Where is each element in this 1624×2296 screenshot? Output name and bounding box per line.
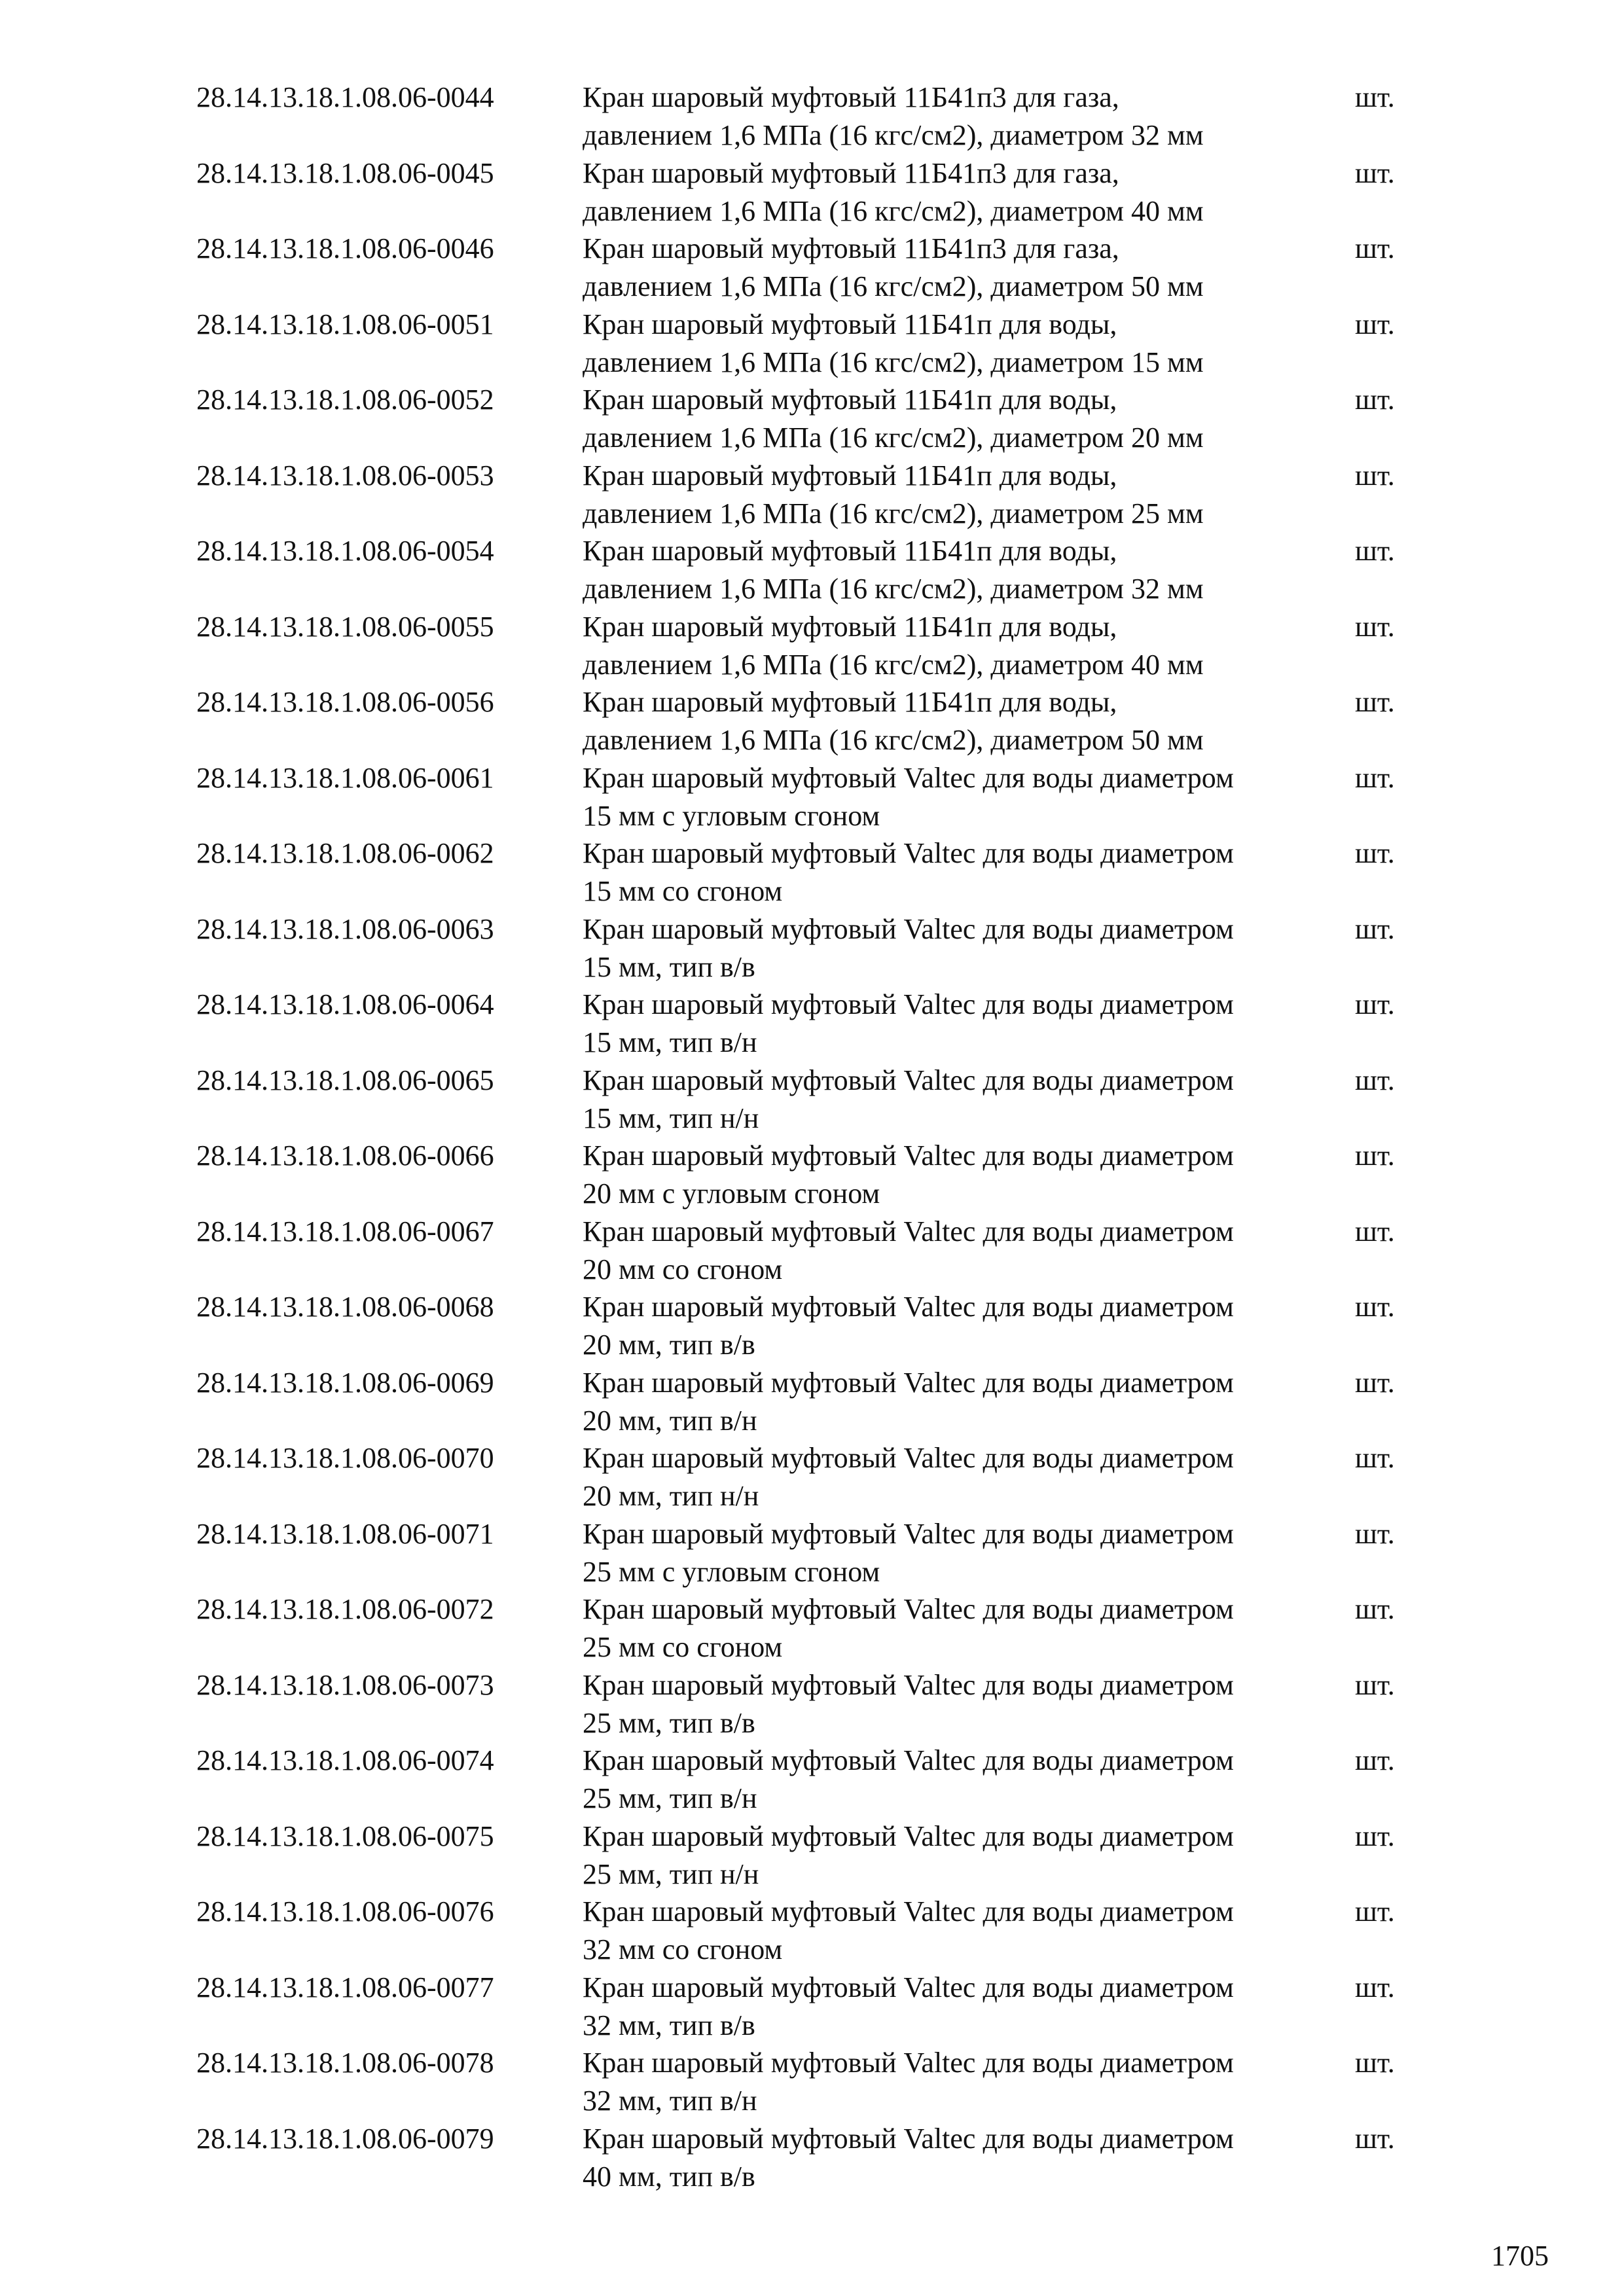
resource-description — [583, 1288, 1355, 1364]
resource-description — [583, 2120, 1355, 2196]
resource-code: 28.14.13.18.1.08.06-0073 — [196, 1668, 494, 1701]
description-line: Кран шаровый муфтовый Valtec для воды диаметром — [583, 2047, 1234, 2079]
resource-code: 28.14.13.18.1.08.06-0051 — [196, 308, 494, 340]
resource-description — [583, 1666, 1355, 1742]
resource-description — [583, 79, 1355, 154]
resource-code: 28.14.13.18.1.08.06-0061 — [196, 761, 494, 794]
description-line: давлением 1,6 МПа (16 кгс/см2), диаметром 32 мм — [583, 119, 1204, 151]
description-line: Кран шаровый муфтовый Valtec для воды диаметром — [583, 2122, 1234, 2155]
resource-code: 28.14.13.18.1.08.06-0075 — [196, 1820, 494, 1852]
resource-description — [583, 532, 1355, 608]
description-line: Кран шаровый муфтовый 11Б41п3 для газа, — [583, 81, 1119, 113]
resource-description — [583, 1062, 1355, 1138]
description-line: Кран шаровый муфтовый 11Б41п3 для газа, — [583, 232, 1119, 264]
unit-of-measure: шт. — [1355, 232, 1395, 264]
description-line: 25 мм, тип в/в — [583, 1706, 755, 1739]
list-item — [196, 1666, 1440, 1742]
resource-code: 28.14.13.18.1.08.06-0067 — [196, 1215, 494, 1247]
resource-description — [583, 683, 1355, 759]
resource-description — [583, 1590, 1355, 1666]
list-item — [196, 1062, 1440, 1138]
resource-list — [196, 79, 1440, 2195]
unit-of-measure: шт. — [1355, 308, 1395, 340]
description-line: Кран шаровый муфтовый Valtec для воды диаметром — [583, 1139, 1234, 1172]
description-line: Кран шаровый муфтовый Valtec для воды диаметром — [583, 1215, 1234, 1247]
unit-of-measure: шт. — [1355, 1064, 1395, 1096]
resource-code: 28.14.13.18.1.08.06-0066 — [196, 1139, 494, 1172]
unit-of-measure: шт. — [1355, 1895, 1395, 1928]
description-line: Кран шаровый муфтовый Valtec для воды диаметром — [583, 912, 1234, 945]
unit-of-measure: шт. — [1355, 384, 1395, 416]
resource-description — [583, 1742, 1355, 1818]
description-line: Кран шаровый муфтовый Valtec для воды диаметром — [583, 761, 1234, 794]
unit-of-measure: шт. — [1355, 1291, 1395, 1323]
unit-of-measure: шт. — [1355, 1820, 1395, 1852]
list-item — [196, 1590, 1440, 1666]
unit-of-measure: шт. — [1355, 761, 1395, 794]
list-item — [196, 1893, 1440, 1969]
unit-of-measure: шт. — [1355, 535, 1395, 567]
unit-of-measure: шт. — [1355, 81, 1395, 113]
list-item — [196, 1515, 1440, 1591]
list-item — [196, 457, 1440, 533]
unit-of-measure: шт. — [1355, 2047, 1395, 2079]
list-item — [196, 683, 1440, 759]
resource-code: 28.14.13.18.1.08.06-0052 — [196, 384, 494, 416]
description-line: 20 мм со сгоном — [583, 1253, 783, 1285]
description-line: Кран шаровый муфтовый 11Б41п для воды, — [583, 610, 1117, 643]
description-line: давлением 1,6 МПа (16 кгс/см2), диаметром 50 мм — [583, 724, 1204, 756]
resource-code: 28.14.13.18.1.08.06-0054 — [196, 535, 494, 567]
resource-code: 28.14.13.18.1.08.06-0076 — [196, 1895, 494, 1928]
list-item — [196, 306, 1440, 382]
description-line: 25 мм, тип в/н — [583, 1782, 757, 1814]
resource-description — [583, 608, 1355, 684]
list-item — [196, 910, 1440, 986]
description-line: 20 мм с угловым сгоном — [583, 1177, 880, 1210]
list-item — [196, 154, 1440, 230]
resource-code: 28.14.13.18.1.08.06-0071 — [196, 1517, 494, 1550]
resource-code: 28.14.13.18.1.08.06-0069 — [196, 1366, 494, 1399]
list-item — [196, 759, 1440, 835]
description-line: Кран шаровый муфтовый Valtec для воды диаметром — [583, 1291, 1234, 1323]
description-line: Кран шаровый муфтовый Valtec для воды диаметром — [583, 988, 1234, 1020]
resource-description — [583, 1969, 1355, 2045]
description-line: Кран шаровый муфтовый 11Б41п для воды, — [583, 535, 1117, 567]
description-line: 15 мм, тип в/н — [583, 1026, 757, 1058]
description-line: 15 мм со сгоном — [583, 875, 783, 907]
description-line: 20 мм, тип в/в — [583, 1329, 755, 1361]
resource-code: 28.14.13.18.1.08.06-0077 — [196, 1971, 494, 2003]
unit-of-measure: шт. — [1355, 1971, 1395, 2003]
list-item — [196, 1213, 1440, 1289]
resource-description — [583, 986, 1355, 1062]
resource-description — [583, 2044, 1355, 2120]
unit-of-measure: шт. — [1355, 1139, 1395, 1172]
resource-description — [583, 1893, 1355, 1969]
unit-of-measure: шт. — [1355, 459, 1395, 492]
resource-description — [583, 381, 1355, 457]
description-line: Кран шаровый муфтовый 11Б41п для воды, — [583, 459, 1117, 492]
resource-code: 28.14.13.18.1.08.06-0045 — [196, 156, 494, 189]
unit-of-measure: шт. — [1355, 1517, 1395, 1550]
description-line: 25 мм, тип н/н — [583, 1857, 759, 1890]
page-number: 1705 — [1491, 2240, 1549, 2272]
description-line: Кран шаровый муфтовый Valtec для воды диаметром — [583, 1442, 1234, 1474]
resource-description — [583, 230, 1355, 306]
resource-description — [583, 834, 1355, 910]
list-item — [196, 2044, 1440, 2120]
list-item — [196, 2120, 1440, 2196]
resource-description — [583, 1213, 1355, 1289]
resource-description — [583, 759, 1355, 835]
description-line: Кран шаровый муфтовый Valtec для воды диаметром — [583, 1064, 1234, 1096]
description-line: 20 мм, тип н/н — [583, 1480, 759, 1512]
description-line: Кран шаровый муфтовый 11Б41п для воды, — [583, 686, 1117, 718]
unit-of-measure: шт. — [1355, 1442, 1395, 1474]
description-line: Кран шаровый муфтовый 11Б41п3 для газа, — [583, 156, 1119, 189]
resource-description — [583, 154, 1355, 230]
description-line: Кран шаровый муфтовый Valtec для воды диаметром — [583, 1366, 1234, 1399]
list-item — [196, 608, 1440, 684]
description-line: Кран шаровый муфтовый Valtec для воды диаметром — [583, 1820, 1234, 1852]
resource-description — [583, 306, 1355, 382]
unit-of-measure: шт. — [1355, 1593, 1395, 1625]
unit-of-measure: шт. — [1355, 988, 1395, 1020]
description-line: 15 мм, тип н/н — [583, 1102, 759, 1134]
description-line: Кран шаровый муфтовый Valtec для воды диаметром — [583, 1895, 1234, 1928]
description-line: 25 мм с угловым сгоном — [583, 1555, 880, 1588]
list-item — [196, 230, 1440, 306]
description-line: давлением 1,6 МПа (16 кгс/см2), диаметром 50 мм — [583, 270, 1204, 302]
description-line: Кран шаровый муфтовый Valtec для воды диаметром — [583, 1668, 1234, 1701]
unit-of-measure: шт. — [1355, 156, 1395, 189]
description-line: Кран шаровый муфтовый Valtec для воды диаметром — [583, 1971, 1234, 2003]
unit-of-measure: шт. — [1355, 2122, 1395, 2155]
description-line: давлением 1,6 МПа (16 кгс/см2), диаметром 25 мм — [583, 497, 1204, 529]
list-item — [196, 1439, 1440, 1515]
resource-code: 28.14.13.18.1.08.06-0055 — [196, 610, 494, 643]
resource-code: 28.14.13.18.1.08.06-0070 — [196, 1442, 494, 1474]
resource-description — [583, 1439, 1355, 1515]
resource-code: 28.14.13.18.1.08.06-0062 — [196, 837, 494, 869]
resource-code: 28.14.13.18.1.08.06-0072 — [196, 1593, 494, 1625]
unit-of-measure: шт. — [1355, 912, 1395, 945]
list-item — [196, 1137, 1440, 1213]
resource-code: 28.14.13.18.1.08.06-0053 — [196, 459, 494, 492]
description-line: 32 мм со сгоном — [583, 1933, 783, 1965]
description-line: 40 мм, тип в/в — [583, 2160, 755, 2193]
list-item — [196, 1364, 1440, 1440]
resource-code: 28.14.13.18.1.08.06-0044 — [196, 81, 494, 113]
unit-of-measure: шт. — [1355, 837, 1395, 869]
description-line: 32 мм, тип в/в — [583, 2009, 755, 2041]
resource-code: 28.14.13.18.1.08.06-0065 — [196, 1064, 494, 1096]
unit-of-measure: шт. — [1355, 1744, 1395, 1776]
description-line: 25 мм со сгоном — [583, 1631, 783, 1663]
unit-of-measure: шт. — [1355, 610, 1395, 643]
list-item — [196, 1969, 1440, 2045]
description-line: Кран шаровый муфтовый Valtec для воды диаметром — [583, 1744, 1234, 1776]
resource-code: 28.14.13.18.1.08.06-0063 — [196, 912, 494, 945]
resource-code: 28.14.13.18.1.08.06-0079 — [196, 2122, 494, 2155]
description-line: давлением 1,6 МПа (16 кгс/см2), диаметром 40 мм — [583, 648, 1204, 681]
list-item — [196, 1742, 1440, 1818]
resource-code: 28.14.13.18.1.08.06-0078 — [196, 2047, 494, 2079]
description-line: давлением 1,6 МПа (16 кгс/см2), диаметром 15 мм — [583, 346, 1204, 378]
list-item — [196, 79, 1440, 154]
description-line: давлением 1,6 МПа (16 кгс/см2), диаметром 20 мм — [583, 422, 1204, 454]
description-line: 15 мм, тип в/в — [583, 950, 755, 983]
list-item — [196, 986, 1440, 1062]
unit-of-measure: шт. — [1355, 1366, 1395, 1399]
list-item — [196, 381, 1440, 457]
description-line: Кран шаровый муфтовый Valtec для воды диаметром — [583, 837, 1234, 869]
resource-description — [583, 1364, 1355, 1440]
description-line: 32 мм, тип в/н — [583, 2085, 757, 2117]
list-item — [196, 1288, 1440, 1364]
unit-of-measure: шт. — [1355, 686, 1395, 718]
resource-code: 28.14.13.18.1.08.06-0068 — [196, 1291, 494, 1323]
description-line: давлением 1,6 МПа (16 кгс/см2), диаметром 32 мм — [583, 573, 1204, 605]
list-item — [196, 532, 1440, 608]
list-item — [196, 834, 1440, 910]
resource-code: 28.14.13.18.1.08.06-0056 — [196, 686, 494, 718]
list-item — [196, 1818, 1440, 1893]
unit-of-measure: шт. — [1355, 1215, 1395, 1247]
description-line: 15 мм с угловым сгоном — [583, 799, 880, 832]
description-line: Кран шаровый муфтовый Valtec для воды диаметром — [583, 1517, 1234, 1550]
description-line: 20 мм, тип в/н — [583, 1404, 757, 1437]
resource-description — [583, 910, 1355, 986]
unit-of-measure: шт. — [1355, 1668, 1395, 1701]
resource-description — [583, 1515, 1355, 1591]
description-line: Кран шаровый муфтовый 11Б41п для воды, — [583, 308, 1117, 340]
description-line: давлением 1,6 МПа (16 кгс/см2), диаметром 40 мм — [583, 194, 1204, 227]
resource-code: 28.14.13.18.1.08.06-0074 — [196, 1744, 494, 1776]
resource-code: 28.14.13.18.1.08.06-0064 — [196, 988, 494, 1020]
resource-description — [583, 1818, 1355, 1893]
resource-description — [583, 457, 1355, 533]
description-line: Кран шаровый муфтовый Valtec для воды диаметром — [583, 1593, 1234, 1625]
resource-description — [583, 1137, 1355, 1213]
description-line: Кран шаровый муфтовый 11Б41п для воды, — [583, 384, 1117, 416]
resource-code: 28.14.13.18.1.08.06-0046 — [196, 232, 494, 264]
